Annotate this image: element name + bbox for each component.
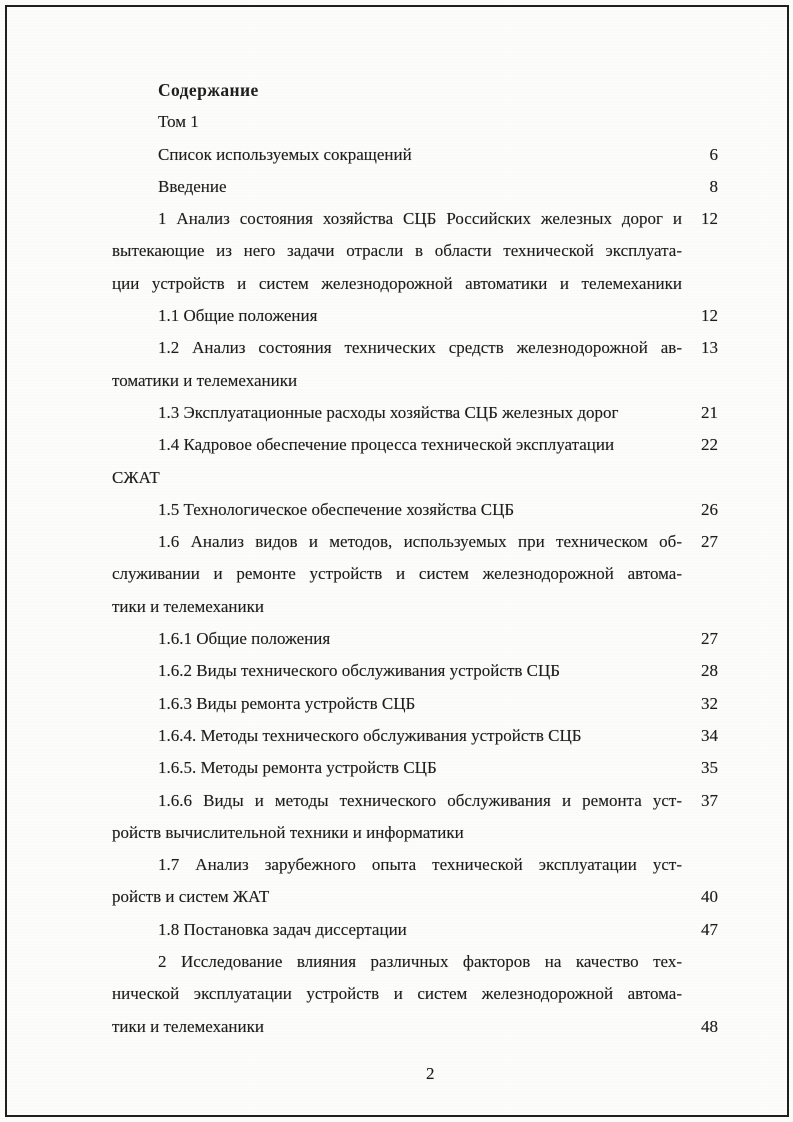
toc-line (112, 881, 718, 913)
toc-line (112, 429, 718, 461)
toc-page-number: 8 (709, 176, 718, 196)
toc-entry-text: ройств вычислительной техники и информатики (112, 822, 464, 842)
toc-heading: Содержание (158, 80, 259, 100)
toc-entry-text: 1.7 Анализ зарубежного опыта технической эксплуатации уст- (158, 855, 682, 875)
toc-line (112, 817, 718, 849)
toc-line (112, 171, 718, 203)
toc-page-number: 6 (709, 144, 718, 164)
toc-entry-text: тики и телемеханики (112, 1016, 264, 1036)
toc-page-number: 47 (701, 919, 718, 939)
toc-page-number: 27 (701, 532, 718, 552)
toc-line (112, 946, 718, 978)
toc-entry-text: служивании и ремонте устройств и систем железнодорожной автома- (112, 564, 682, 584)
toc-line (112, 752, 718, 784)
toc-entry-text: Список используемых сокращений (158, 144, 412, 164)
toc-line (112, 655, 718, 687)
toc-line (112, 106, 718, 138)
toc-entry-text: 1.4 Кадровое обеспечение процесса технической эксплуатации (158, 435, 615, 455)
toc-line (112, 914, 718, 946)
toc-entry-text: 1.6.4. Методы технического обслуживания устройств СЦБ (158, 725, 582, 745)
toc-page-number: 27 (701, 629, 718, 649)
toc-line (112, 688, 718, 720)
toc-page-number: 40 (701, 887, 718, 907)
toc-line (112, 494, 718, 526)
toc-line (112, 785, 718, 817)
toc-line (112, 978, 718, 1010)
toc-line (112, 623, 718, 655)
toc-line (112, 365, 718, 397)
toc-line (112, 332, 718, 364)
toc-page-number: 37 (701, 790, 718, 810)
toc-entry-text: 1.6 Анализ видов и методов, используемых при техническом об- (158, 532, 682, 552)
toc-entry-text: 1 Анализ состояния хозяйства СЦБ Российских железных дорог и (158, 209, 682, 229)
toc-entry-text: вытекающие из него задачи отрасли в области технической эксплуата- (112, 241, 682, 261)
toc-line (112, 235, 718, 267)
toc-entry-text: Том 1 (158, 112, 199, 132)
toc-entry-text: 1.2 Анализ состояния технических средств железнодорожной ав- (158, 338, 682, 358)
toc-entry-text: 2 Исследование влияния различных факторов на качество тех- (158, 952, 682, 972)
toc-entry-text: тики и телемеханики (112, 596, 264, 616)
toc-line (112, 203, 718, 235)
page-number: 2 (426, 1064, 435, 1083)
toc-page-number: 28 (701, 661, 718, 681)
toc-entry-text: ройств и систем ЖАТ (112, 887, 270, 907)
toc-page-number: 34 (701, 725, 718, 745)
toc-line (112, 300, 718, 332)
toc-line (112, 268, 718, 300)
toc-page-number: 13 (701, 338, 718, 358)
toc-entry-text: томатики и телемеханики (112, 370, 298, 390)
toc-entry-text: 1.6.5. Методы ремонта устройств СЦБ (158, 758, 437, 778)
toc-entry-text: 1.5 Технологическое обеспечение хозяйства СЦБ (158, 499, 515, 519)
toc-entry-text: 1.1 Общие положения (158, 306, 318, 326)
toc-entry-text: Введение (158, 176, 227, 196)
toc-page-number: 35 (701, 758, 718, 778)
toc-entry-text: 1.6.2 Виды технического обслуживания устройств СЦБ (158, 661, 561, 681)
toc-page-number: 26 (701, 499, 718, 519)
toc-line (112, 1011, 718, 1043)
toc-page-number: 12 (701, 306, 718, 326)
toc-line (112, 591, 718, 623)
toc-page-number: 48 (701, 1016, 718, 1036)
toc-page-number: 21 (701, 402, 718, 422)
toc-line (112, 462, 718, 494)
toc-page-number: 12 (701, 209, 718, 229)
toc-entry-text: СЖАТ (112, 467, 160, 487)
toc-lines (112, 106, 718, 1043)
toc-entry-text: 1.6.6 Виды и методы технического обслуживания и ремонта уст- (158, 790, 682, 810)
toc-entry-text: 1.3 Эксплуатационные расходы хозяйства СЦБ железных дорог (158, 402, 619, 422)
toc-entry-text: 1.6.1 Общие положения (158, 629, 331, 649)
toc-entry-text: 1.8 Постановка задач диссертации (158, 919, 407, 939)
toc-line (112, 526, 718, 558)
toc-entry-text: нической эксплуатации устройств и систем железнодорожной автома- (112, 984, 682, 1004)
toc-line (112, 849, 718, 881)
toc-page-number: 22 (701, 435, 718, 455)
toc-line (112, 397, 718, 429)
toc-line (112, 720, 718, 752)
toc-line (112, 139, 718, 171)
toc-page-number: 32 (701, 693, 718, 713)
toc-entry-text: ции устройств и систем железнодорожной автоматики и телемеханики (112, 273, 682, 293)
toc-entry-text: 1.6.3 Виды ремонта устройств СЦБ (158, 693, 416, 713)
toc-line (112, 558, 718, 590)
